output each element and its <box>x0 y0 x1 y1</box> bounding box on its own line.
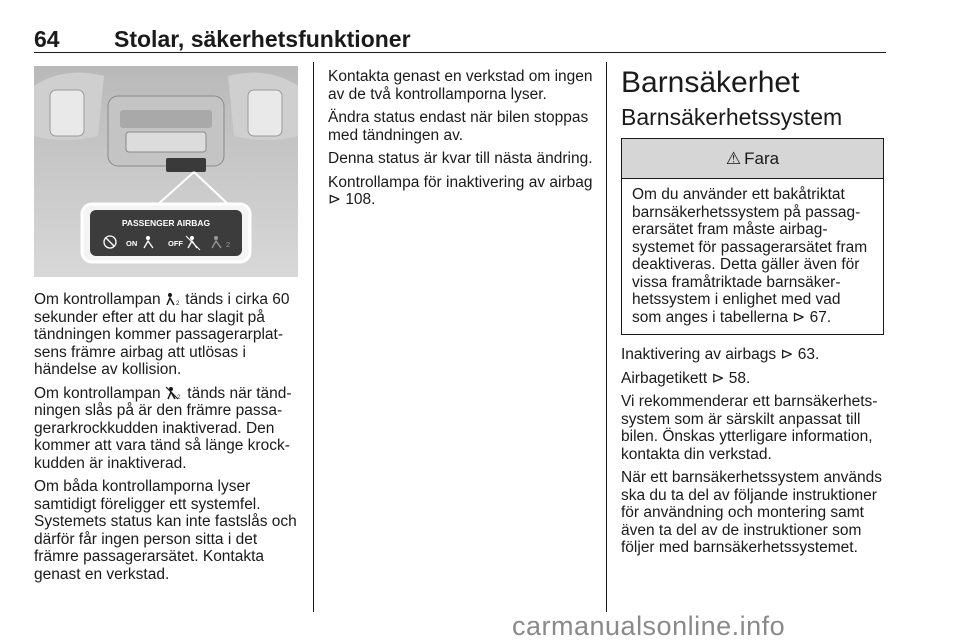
panel-number-text: 2 <box>226 240 231 249</box>
airbag-indicator-photo <box>34 66 298 277</box>
page-link-67[interactable]: 67. <box>809 308 832 326</box>
warning-text: Om du använder ett bakåtriktat barnsäkerhetssystem på passagerarsätet fram måste airbagsystemet för passagerarsätet fram deaktiveras. Detta gäller även för vissa framåtriktade barnsäkerhetssystem i enlighet med vad som anges i tabellerna <box>632 186 868 326</box>
warning-icon: ⚠ <box>725 148 742 168</box>
section-heading: Barnsäkerhet <box>621 66 800 99</box>
page-number: 64 <box>34 26 60 52</box>
column-3 <box>621 346 889 563</box>
paragraph-off-lamp <box>34 385 302 473</box>
paragraph-deactivate-airbags <box>621 346 889 364</box>
panel-off-text: OFF <box>168 239 183 248</box>
paragraph-change-status: Ändra status endast när bilen stoppas med tändningen av. <box>328 109 589 144</box>
column-divider-1 <box>313 62 314 612</box>
column-divider-2 <box>606 62 607 612</box>
p2-lead-text: Om kontrollampan <box>34 384 161 402</box>
danger-warning-box <box>621 138 884 335</box>
airbag-label-text: Airbagetikett <box>621 369 708 387</box>
paragraph-system-fault: Om båda kontrollamporna lyser samtidigt föreligger ett systemfel. Systemets status kan inte fastslås och därför får ingen person sitta i det främre passagerarsätet. Kontakta genast en verkstad. <box>34 478 297 583</box>
page-reference-arrow-icon: ⊳ <box>780 346 794 363</box>
paragraph-contact-workshop: Kontakta genast en verkstad om ingen av de två kontrollamporna lyser. <box>328 68 593 103</box>
page-link-58[interactable]: 58. <box>728 369 751 387</box>
paragraph-recommendation: Vi rekommenderar ett barnsäkerhetssystem som är särskilt anpassat till bilen. Önskas ytterligare information, kontakta din verkstad. <box>621 393 878 463</box>
column-2 <box>328 68 596 215</box>
paragraph-status-remains: Denna status är kvar till nästa ändring. <box>328 150 593 167</box>
page-title: Stolar, säkerhetsfunktioner <box>114 26 411 52</box>
page-link-108[interactable]: 108. <box>345 191 376 208</box>
subsection-heading: Barnsäkerhetssystem <box>621 104 843 130</box>
p1-lead-text: Om kontrollampan <box>34 291 161 308</box>
paragraph-lamp-reference <box>328 174 596 209</box>
svg-text:2: 2 <box>175 301 180 306</box>
svg-text:2: 2 <box>176 394 181 400</box>
column-1 <box>34 291 302 589</box>
lamp-reference-text: Kontrollampa för inaktivering av airbag <box>328 173 593 191</box>
p1-body-text: tänds i cirka 60 sekunder efter att du har slagit på tändningen kommer passagerarplatsens främre airbag att utlösas i händelse av kollision. <box>34 291 290 378</box>
warning-title: Fara <box>744 148 780 168</box>
airbag-on-icon <box>165 292 181 306</box>
warning-body <box>622 179 883 326</box>
page-header <box>34 26 886 52</box>
panel-title-text: PASSENGER AIRBAG <box>121 218 211 228</box>
page-reference-arrow-icon: ⊳ <box>328 191 341 208</box>
page-link-63[interactable]: 63. <box>797 346 820 363</box>
header-rule <box>34 52 886 53</box>
airbag-off-icon <box>165 386 183 400</box>
p2-body-text: tänds när tändningen slås på är den främre passagerarkrockkudden inaktiverad. Den kommer att vara tänd så länge krockkudden är inaktiverad. <box>34 384 292 472</box>
page-reference-arrow-icon: ⊳ <box>711 369 725 387</box>
paragraph-airbag-label <box>621 370 889 388</box>
deactivate-airbags-text: Inaktivering av airbags <box>621 346 777 363</box>
watermark: carmanualsonline.info <box>512 611 786 641</box>
paragraph-on-lamp <box>34 291 302 379</box>
warning-header <box>622 139 883 179</box>
panel-on-text: ON <box>126 239 138 248</box>
page-reference-arrow-icon: ⊳ <box>792 308 806 326</box>
paragraph-instructions: När ett barnsäkerhetssystem används ska du ta del av följande instruktioner för användning och montering samt även ta del av de instruktioner som följer med barnsäkerhetssystemet. <box>621 469 883 556</box>
